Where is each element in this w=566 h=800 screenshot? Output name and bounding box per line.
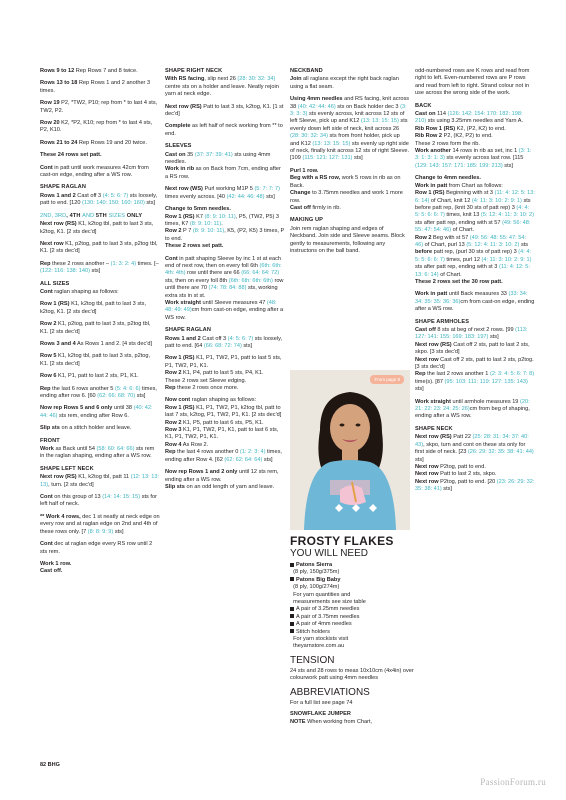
- paragraph: Complete as left half of neck working from ** to end.: [165, 123, 283, 137]
- column-3: [290, 68, 410, 260]
- paragraph: Cont in patt until work measures 42cm from cast-on edge, ending after a WS row.: [40, 164, 149, 179]
- column-1: [40, 68, 160, 581]
- paragraph: Cont in patt shaping Sleeve by inc 1 st at each end of next row, then on every foll 6th (6th: 6th: 4th: 4th) row until there are 66 (66: 64: 64: 72) sts, then on every foll 8th (6th: 6th: 6th: 6th) row until there are 70 (74: 78: 84: 88) sts, working extra sts in st st. Work straight until Sleeve measures 47 (48: 48: 49: 49)cm from cast-on edge, ending after a WS row.: [165, 255, 284, 321]
- frosty-flakes-box: [290, 535, 415, 726]
- paragraph: Cast on 35 (37: 37: 39: 41) sts using 4mm needles. Work in rib as on Back from 7cm, ending after a RS row.: [165, 151, 281, 180]
- model-illustration: [290, 370, 410, 530]
- paragraph: Work straight until armhole measures 19 (20: 21: 22: 23: 24: 25: 26)cm from beg of shaping, ending after a WS row.: [415, 398, 530, 420]
- material-item: Stitch holders: [290, 629, 415, 636]
- paragraph: Rep the last 6 rows another 5 (5: 4: 6: 6) times, ending after row 6. [60 (62: 66: 68: 70) sts]: [40, 385, 157, 399]
- section-heading: SHAPE RAGLAN: [40, 184, 86, 191]
- paragraph: Rows 1 and 2 Cast off 3 (4: 5: 6: 7) sts loosely, patt to end. [64 (66: 68: 72: 74) sts]: [165, 335, 283, 349]
- section-heading: SHAPE NECK: [415, 425, 453, 432]
- paragraph: Join all raglans except the right back raglan using a flat seam.: [290, 76, 399, 90]
- paragraph: These 24 rows set patt.: [40, 152, 102, 159]
- paragraph: Row 5 K1, k2tog tbl, patt to last 3 sts, p2tog, K1. [2 sts dec'd]: [40, 353, 151, 367]
- material-item: Patons Sierra (8 ply, 150g/375m): [290, 562, 340, 576]
- paragraph: Purl 1 row. Beg with a RS row, work 5 rows in rib as on Back. Change to 3.75mm needles and work 1 more row. Cast off firmly in rib.: [290, 167, 403, 211]
- section-heading: SHAPE RAGLAN: [165, 327, 211, 334]
- material-item: A pair of 3.75mm needles: [290, 614, 415, 621]
- paragraph: Cast off 8 sts at beg of next 2 rows. [99 (113: 127: 141: 155: 169: 183: 197) sts] Next row (RS) Cast off 2 sts, patt to last 2 sts, skpo. [3 sts dec'd] Next row Cast off 2 sts, patt to last 2 sts, p2tog. [3 sts dec'd] Rep the last 2 rows another 1 (2: 3: 4: 5: 6: 7: 8) time(s). [87 (95: 103: 111: 119: 127: 135: 143) sts]: [415, 327, 535, 393]
- paragraph: Join rem raglan shaping and edges of Neckband. Join side and Sleeve seams. Block gently to measurements, following any instructons on the ball band.: [290, 225, 405, 254]
- paragraph: Cont raglan shaping as follows:: [40, 288, 119, 295]
- paragraph: Work in patt until Back measures 33 (33: 34: 34: 35: 35: 36: 36)cm from cast-on edge, ending after a WS row.: [415, 291, 535, 313]
- pattern-title: FROSTY FLAKES: [290, 534, 394, 548]
- paragraph: With RS facing, slip next 26 (28: 30: 32: 34) centre sts on a holder and leave. Neatly rejoin yarn at neck edge.: [165, 76, 279, 98]
- material-item: A pair of 3.25mm needles: [290, 606, 415, 613]
- material-item: Patons Big Baby (8 ply, 100g/274m) For yarn quantities and measurements see size table: [290, 576, 366, 606]
- abbreviations-heading: ABBREVIATIONS: [290, 686, 370, 698]
- tension-heading: TENSION: [290, 654, 335, 666]
- snowflake-heading: SNOWFLAKE JUMPER: [290, 711, 351, 718]
- page-footer: [40, 762, 60, 769]
- section-heading: SLEEVES: [165, 143, 192, 150]
- paragraph: Work 1 row. Cast off.: [40, 560, 72, 575]
- paragraph: Cont on this group of 13 (14: 14: 15: 15) sts for left half of neck.: [40, 494, 157, 508]
- section-heading: BACK: [415, 102, 432, 109]
- page-number: 82: [40, 762, 47, 768]
- paragraph: Next row (RS) K1, k2tog tbl, patt to last 3 sts, k2tog, K1. [2 sts dec'd]: [40, 221, 154, 235]
- paragraph: Row 20 K2, *P2, K10; rep from * to last 4 sts, P2, K10.: [40, 120, 153, 134]
- paragraph: Row 19 P2, *TW2, P10; rep from * to last 4 sts, TW2, P2.: [40, 100, 158, 114]
- section-heading: ALL SIZES: [40, 280, 70, 287]
- section-heading: 2ND, 3RD, 4TH AND 5TH SIZES ONLY: [40, 212, 143, 219]
- paragraph: Change to 5mm needles. Row 1 (RS) K7 (8: 9: 10: 11), P5, (TW2, P5) 3 times, K7 (8: 9: 10: 11). Row 2 P 7 (8: 9: 10: 11), K5, (P2, K5) 3 times, P to end. These 2 rows set patt.: [165, 206, 285, 250]
- watermark: PassionForum.ru: [480, 776, 546, 787]
- paragraph: Change to 4mm needles. Work in patt from Chart as follows: Row 1 (RS) Beginning with st 3 (11: 4: 12: 5: 13: 6: 14) of Chart, knit 12 (4: 11: 3: 10: 2: 9: 1) sts before patt rep, (knit 30 sts of patt rep) 3 (4: 4: 5: 5: 6: 6: 7) times, knit 13 (5: 12: 4: 11: 3: 10: 2) sts after patt rep, ending with st 57 (49: 56: 48: 55: 47: 54: 46) of Chart. Row 2 Beg with st 57 (49: 56: 48: 55: 47: 54: 46) of Chart, purl 13 (5: 12: 4: 11: 3: 10: 2) sts before patt rep, (purl 30 sts of patt rep) 3 (4: 4: 5: 5: 6: 6: 7) times, purl 12 (4: 11: 3: 10: 2: 9: 1) sts after patt rep, ending with st 3 (11: 4: 12: 5: 13: 6: 14) of Chart. These 2 rows set the 30 row patt.: [415, 175, 535, 285]
- column-2: [165, 68, 285, 496]
- paragraph: Rows 9 to 12 Rep Rows 7 and 8 twice.: [40, 68, 138, 74]
- paragraph: Rows 21 to 24 Rep Rows 19 and 20 twice.: [40, 139, 147, 146]
- magazine-name: BHG: [47, 762, 60, 768]
- materials-list: [290, 562, 415, 651]
- paragraph: Rep these 2 rows another – (1: 3: 2: 4) times. [– (122: 116: 138: 140) sts]: [40, 260, 159, 275]
- paragraph: Now rep Rows 5 and 6 only until 38 (40: 42: 44: 46) sts rem, ending after Row 6.: [40, 405, 153, 419]
- page-pill: From page 8: [370, 375, 404, 384]
- section-heading: MAKING UP: [290, 217, 323, 224]
- section-heading: SHAPE LEFT NECK: [40, 465, 94, 472]
- paragraph: Cast on 114 (126: 142: 154: 170: 182: 198: 210) sts using 3.25mm needles and Yarn A. Rib Row 1 (RS) K2, (P2, K2) to end. Rib Row 2 P2, (K2, P2) to end. These 2 rows form the rib. Work another 14 rows in rib as set, inc 1 (3: 1: 3: 1: 3: 1: 3) sts evenly across last row. [115 (129: 143: 157: 171: 185: 199: 213) sts]: [415, 111, 532, 169]
- paragraph: odd-numbered rows are K rows and read from right to left. Even-numbered rows are P rows and read from left to right. Strand colour not in use across the wrong side of the work.: [415, 68, 530, 97]
- paragraph: Row 1 (RS) K1, k2tog tbl, patt to last 3 sts, k2tog, K1. [2 sts dec'd]: [40, 301, 147, 315]
- paragraph: Using 4mm needles and RS facing, knit across 38 (40: 42: 44: 46) sts on Back holder dec 3 (3: 3: 3: 3) sts evenly across, knit across 12 sts of left Sleeve, pick up and K12 (13: 13: 15: 15) sts evenly down left side of neck, knit across 26 (28: 30: 32: 34) sts from front holder, pick up and K12 (13: 13: 15: 15) sts evenly up right side of neck, finally knit across 12 sts of right Sleeve. [109 (115: 121: 127: 131) sts]: [290, 96, 410, 162]
- model-photo: [290, 370, 410, 530]
- paragraph: Rows 3 and 4 As Rows 1 and 2. [4 sts dec'd]: [40, 340, 153, 347]
- paragraph: ** Work 4 rows, dec 1 st neatly at neck edge on every row and at raglan edge on 2nd and 4th of these rows only. [7 (8: 8: 9: 9) sts]: [40, 513, 160, 535]
- section-heading: FRONT: [40, 437, 60, 444]
- paragraph: Work as Back until 54 (58: 60: 64: 66) sts rem in the raglan shaping, ending after a WS row.: [40, 446, 155, 460]
- paragraph: Slip sts on a stitch holder and leave.: [40, 425, 132, 432]
- you-will-need-heading: YOU WILL NEED: [290, 548, 368, 559]
- material-item: A pair of 4mm needles: [290, 621, 415, 628]
- abbreviations-text: For a full list see page 74: [290, 699, 353, 706]
- material-item: For yarn stockists visit theyarnstore.com.au: [290, 636, 349, 650]
- paragraph: Now cont raglan shaping as follows: Row 1 (RS) K1, P1, TW2, P1, k2tog tbl, patt to last 7 sts, k2tog, P1, TW2, P1, K1. [2 sts dec'd] Row 2 K1, P5, patt to last 6 sts, P5, K1. Row 3 K1, P1, TW2, P1, K1, patt to last 6 sts, K1, P1, TW2, P1, K1. Row 4 As Row 2. Rep the last 4 rows another 0 (1: 2: 3: 4) times, ending after Row 4. [62 (62: 62: 64: 64) sts]: [165, 397, 282, 463]
- paragraph: Row 2 K1, p2tog, patt to last 3 sts, p2tog tbl, K1. [2 sts dec'd]: [40, 321, 151, 335]
- paragraph: Row 1 (RS) K1, P1, TW2, P1, patt to last 5 sts, P1, TW2, P1, K1. Row 2 K1, P4, patt to last 5 sts, P4, K1. These 2 rows set Sleeve edging. Rep these 2 rows once more.: [165, 355, 282, 392]
- paragraph: Next row (WS) Purl working M1P 5 (5: 7: 7: 7) times evenly across. [40 (42: 44: 46: 48) sts]: [165, 186, 280, 200]
- paragraph: Next row (RS) Patt 22 (25: 28: 31: 34: 37: 40: 43), skpo, turn and cont on these sts only for first side of neck. [23 (26: 29: 32: 35: 38: 41: 44) sts] Next row P2tog, patt to end. Next row Patt to last 2 sts, skpo. Next row P2tog, patt to end. [20 (23: 26: 29: 32: 35: 38: 41) sts]: [415, 434, 535, 493]
- section-heading: SHAPE RIGHT NECK: [165, 68, 223, 74]
- section-heading: NECKBAND: [290, 68, 323, 74]
- paragraph: Rows 1 and 2 Cast off 3 (4: 5: 6: 7) sts loosely, patt to end. [120 (130: 140: 150: 160: 160) sts]: [40, 192, 158, 207]
- snowflake-note: NOTE When working from Chart,: [290, 718, 373, 725]
- paragraph: Cont dec at raglan edge every RS row until 2 sts rem.: [40, 541, 153, 555]
- column-4: [415, 68, 535, 499]
- paragraph: Row 6 K1, P1, patt to last 2 sts, P1, K1.: [40, 373, 139, 380]
- paragraph: Next row (RS) Patt to last 3 sts, k2tog, K1. [1 st dec'd]: [165, 103, 284, 118]
- paragraph: Next row K1, p2tog, patt to last 3 sts, p2tog tbl, K1. [2 sts dec'd]: [40, 240, 158, 255]
- paragraph: Rows 13 to 18 Rep Rows 1 and 2 another 3 times.: [40, 80, 151, 94]
- tension-text: 24 sts and 28 rows to meas 10x10cm (4x4in) over colourwork patt using 4mm needles: [290, 667, 414, 682]
- paragraph: Next row (RS) K1, k2tog tbl, patt 11 (12: 13: 13: 13), turn. [2 sts dec'd]: [40, 474, 160, 488]
- section-heading: SHAPE ARMHOLES: [415, 318, 470, 325]
- paragraph: Now rep Rows 1 and 2 only until 12 sts rem, ending after a WS row. Slip sts on an odd length of yarn and leave.: [165, 469, 279, 490]
